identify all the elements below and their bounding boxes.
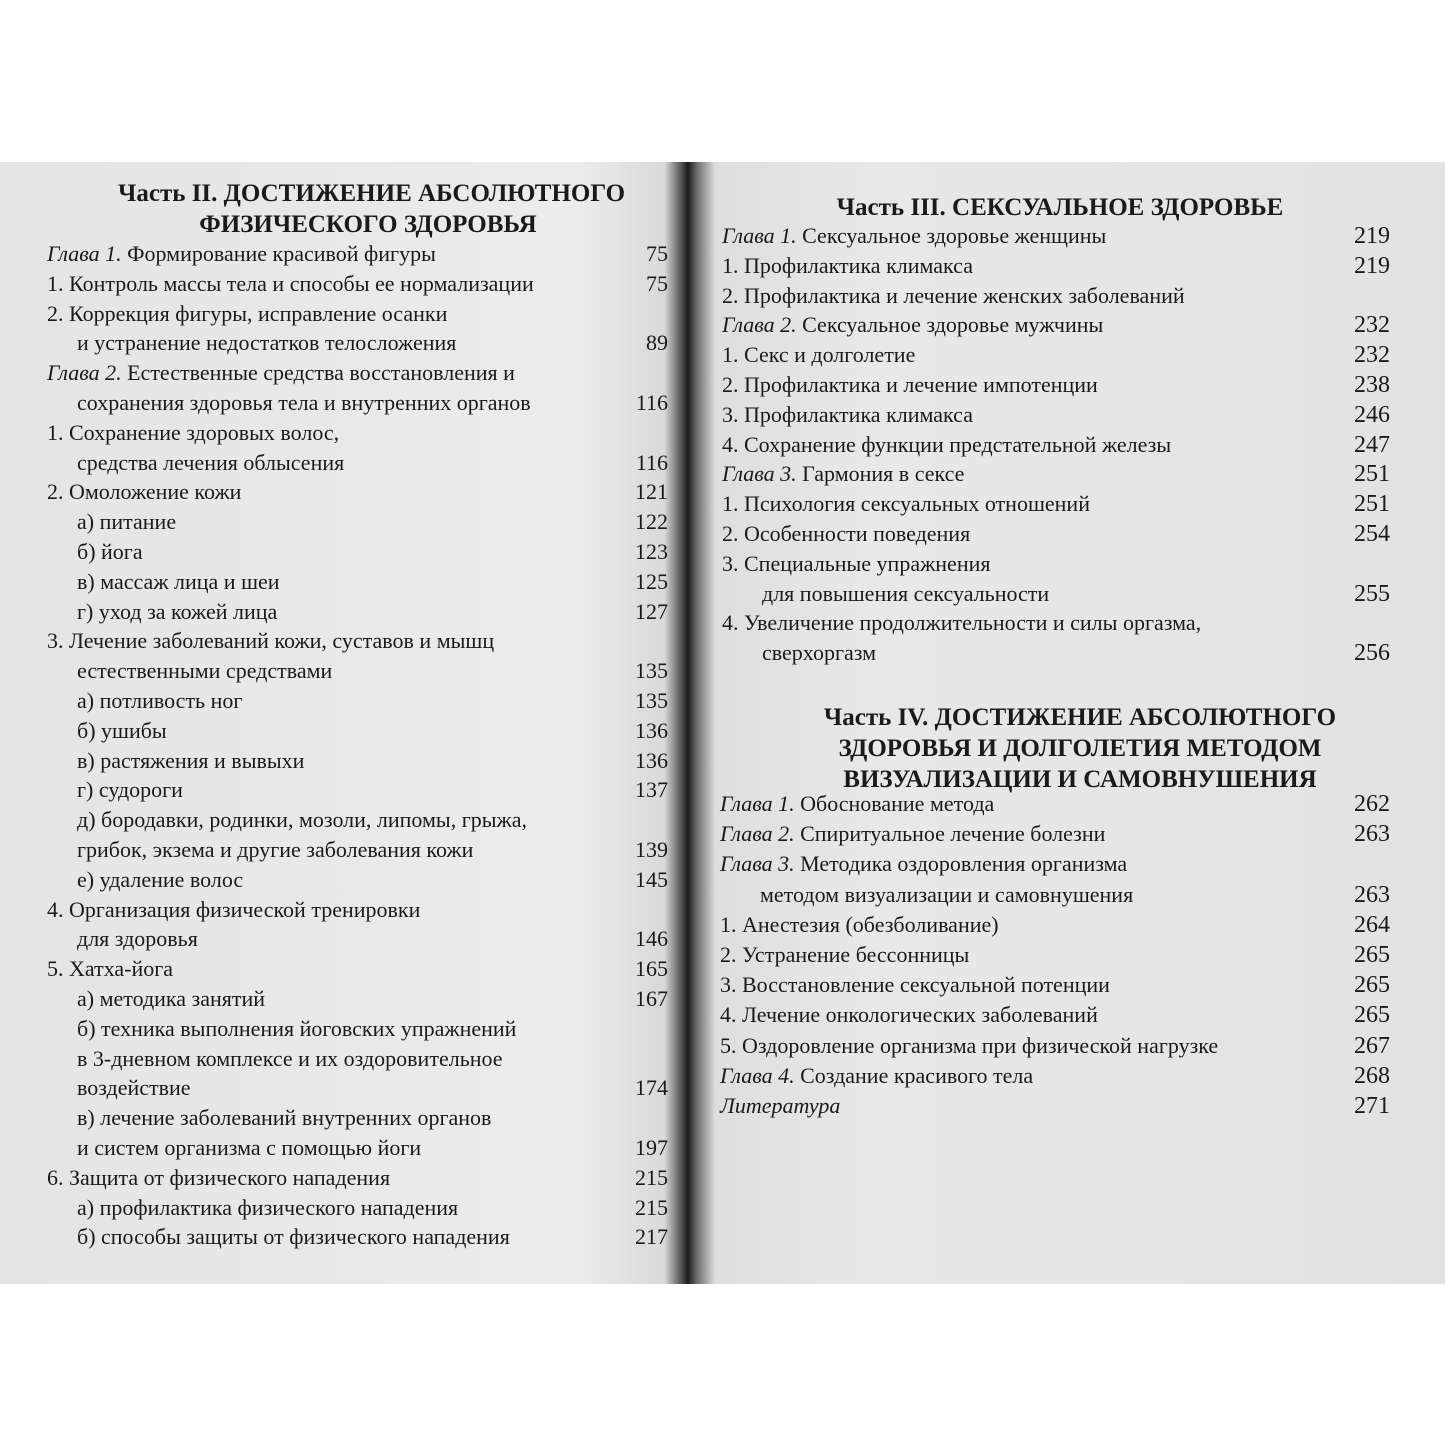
page-number: 256 bbox=[1354, 640, 1390, 667]
toc-entry bbox=[47, 478, 241, 506]
entry-title: 3. Восстановление сексуальной потенции bbox=[720, 972, 1110, 998]
entry-title: д) бородавки, родинки, мозоли, липомы, грыжа, bbox=[77, 807, 527, 833]
page-number: 268 bbox=[1354, 1062, 1390, 1089]
entry-title: 6. Защита от физического нападения bbox=[47, 1164, 391, 1190]
part-2-heading bbox=[118, 178, 626, 240]
toc-entry bbox=[722, 311, 1103, 339]
toc-entry bbox=[720, 941, 969, 969]
book-spread bbox=[0, 162, 1445, 1284]
toc-entry bbox=[77, 806, 527, 834]
toc-entry bbox=[722, 252, 973, 280]
toc-entry bbox=[722, 341, 915, 369]
page-number: 116 bbox=[635, 449, 668, 475]
chapter-label: Глава 4. bbox=[720, 1062, 795, 1088]
page-number: 215 bbox=[635, 1194, 668, 1220]
page-number: 197 bbox=[635, 1135, 668, 1160]
page-number: 271 bbox=[1354, 1093, 1390, 1119]
page-number: 146 bbox=[635, 926, 668, 952]
page-number: 262 bbox=[1354, 791, 1390, 817]
entry-title: е) удаление волос bbox=[77, 866, 244, 892]
page-number: 246 bbox=[1354, 401, 1390, 428]
entry-title: 1. Сохранение здоровых волос, bbox=[47, 419, 340, 445]
entry-title: 1. Секс и долголетие bbox=[722, 342, 916, 368]
toc-entry bbox=[77, 1223, 510, 1251]
toc-entry bbox=[77, 717, 167, 745]
entry-title: 1. Анестезия (обезболивание) bbox=[720, 911, 999, 937]
page-number: 136 bbox=[635, 717, 668, 743]
part-3-heading-line: Часть III. СЕКСУАЛЬНОЕ ЗДОРОВЬЕ bbox=[836, 194, 1284, 221]
entry-title: сохранения здоровья тела и внутренних органов bbox=[77, 390, 531, 415]
toc-entry bbox=[77, 598, 277, 626]
entry-title: Гармония в сексе bbox=[796, 461, 965, 487]
entry-title: 4. Сохранение функции предстательной железы bbox=[722, 431, 1172, 457]
toc-entry bbox=[77, 1015, 516, 1043]
entry-title: средства лечения облысения bbox=[77, 449, 345, 475]
toc-entry bbox=[77, 657, 332, 685]
part-3-heading bbox=[760, 192, 1360, 223]
entry-title: 2. Омоложение кожи bbox=[47, 479, 242, 505]
toc-entry bbox=[77, 329, 456, 357]
page-number: 136 bbox=[635, 747, 668, 773]
entry-title: 5. Оздоровление организма при физической нагрузке bbox=[720, 1032, 1219, 1058]
page-number: 251 bbox=[1354, 461, 1390, 488]
entry-title: Формирование красивой фигуры bbox=[121, 241, 436, 266]
toc-entry bbox=[77, 568, 280, 596]
entry-title: Создание красивого тела bbox=[794, 1062, 1034, 1088]
chapter-label: Глава 2. bbox=[722, 312, 797, 338]
page-number: 165 bbox=[635, 956, 668, 982]
toc-entry bbox=[720, 1032, 1218, 1060]
entry-title: Спиритуальное лечение болезни bbox=[794, 821, 1106, 847]
entry-title: и систем организма с помощью йоги bbox=[77, 1135, 422, 1160]
entry-title: грибок, экзема и другие заболевания кожи bbox=[77, 837, 474, 862]
page-number: 265 bbox=[1354, 972, 1390, 999]
page-number: 251 bbox=[1354, 491, 1390, 518]
part-4-heading-line: Часть IV. ДОСТИЖЕНИЕ АБСОЛЮТНОГО bbox=[823, 704, 1337, 731]
chapter-label: Глава 3. bbox=[720, 851, 795, 877]
page-number: 145 bbox=[635, 866, 668, 892]
page-number: 127 bbox=[635, 598, 668, 624]
entry-title: 3. Лечение заболеваний кожи, суставов и мышц bbox=[47, 628, 495, 654]
page-number: 264 bbox=[1354, 911, 1390, 938]
page-number: 125 bbox=[635, 568, 668, 594]
toc-entry bbox=[720, 850, 1127, 878]
toc-entry bbox=[722, 550, 991, 578]
entry-title: в 3-дневном комплексе и их оздоровительное bbox=[77, 1045, 503, 1071]
toc-entry bbox=[77, 449, 344, 477]
entry-title: в) массаж лица и шеи bbox=[77, 568, 280, 594]
toc-entry bbox=[77, 687, 242, 715]
entry-title: 4. Лечение онкологических заболеваний bbox=[720, 1002, 1098, 1028]
entry-title: Естественные средства восстановления и bbox=[121, 360, 515, 386]
entry-title: 3. Профилактика климакса bbox=[722, 401, 973, 427]
entry-title: 2. Профилактика и лечение импотенции bbox=[722, 372, 1098, 397]
toc-entry bbox=[77, 1045, 503, 1073]
toc-entry bbox=[722, 401, 973, 429]
toc-entry bbox=[722, 371, 1098, 399]
entry-title: в) лечение заболеваний внутренних органов bbox=[77, 1105, 492, 1131]
toc-entry bbox=[722, 431, 1171, 459]
page-number: 135 bbox=[635, 658, 668, 684]
part-2-heading-line: Часть II. ДОСТИЖЕНИЕ АБСОЛЮТНОГО bbox=[118, 180, 626, 207]
page-number: 267 bbox=[1354, 1032, 1390, 1059]
toc-entry bbox=[47, 955, 173, 983]
entry-title: 2. Коррекция фигуры, исправление осанки bbox=[47, 300, 448, 326]
entry-title: и устранение недостатков телосложения bbox=[77, 330, 457, 356]
entry-title: 4. Увеличение продолжительности и силы оргазма, bbox=[722, 610, 1202, 636]
page-number: 263 bbox=[1354, 821, 1390, 848]
entry-title: 3. Специальные упражнения bbox=[722, 550, 991, 576]
toc-entry bbox=[762, 639, 876, 667]
entry-title: б) способы защиты от физического нападения bbox=[77, 1224, 510, 1250]
page-number: 265 bbox=[1354, 942, 1390, 968]
toc-entry bbox=[720, 971, 1110, 999]
page-number: 232 bbox=[1354, 312, 1390, 339]
page-number: 219 bbox=[1354, 252, 1390, 279]
entry-title: Сексуальное здоровье мужчины bbox=[796, 312, 1104, 338]
toc-entry bbox=[720, 1092, 840, 1120]
chapter-label: Глава 2. bbox=[720, 821, 795, 847]
part-4-heading-line: ВИЗУАЛИЗАЦИИ И САМОВНУШЕНИЯ bbox=[843, 766, 1317, 793]
toc-entry bbox=[77, 1194, 458, 1222]
toc-entry bbox=[77, 985, 265, 1013]
entry-title: 4. Организация физической тренировки bbox=[47, 896, 421, 922]
entry-title: сверхоргазм bbox=[762, 640, 877, 666]
page-number: 217 bbox=[635, 1224, 668, 1250]
page-number: 121 bbox=[635, 479, 668, 505]
entry-title: 2. Устранение бессонницы bbox=[720, 942, 970, 967]
page-number: 265 bbox=[1354, 1002, 1390, 1029]
page-number: 139 bbox=[635, 837, 668, 862]
chapter-label: Глава 1. bbox=[720, 791, 795, 816]
chapter-label: Глава 1. bbox=[47, 241, 122, 266]
part-2-heading-line: ФИЗИЧЕСКОГО ЗДОРОВЬЯ bbox=[199, 211, 537, 238]
entry-title: Методика оздоровления организма bbox=[794, 851, 1128, 877]
page-number: 116 bbox=[635, 390, 668, 415]
toc-entry bbox=[722, 282, 1185, 310]
toc-entry bbox=[762, 580, 1049, 608]
toc-entry bbox=[722, 520, 970, 548]
entry-title: б) йога bbox=[77, 539, 143, 564]
page-number: 174 bbox=[635, 1075, 668, 1101]
toc-entry bbox=[77, 776, 183, 804]
entry-title: естественными средствами bbox=[77, 658, 333, 684]
toc-entry bbox=[77, 925, 198, 953]
entry-title: для повышения сексуальности bbox=[762, 580, 1050, 606]
chapter-label: Глава 1. bbox=[722, 223, 797, 248]
page-number: 247 bbox=[1354, 431, 1390, 458]
entry-title: 5. Хатха-йога bbox=[47, 956, 174, 982]
entry-title: 2. Особенности поведения bbox=[722, 521, 971, 546]
entry-title: а) потливость ног bbox=[77, 688, 243, 713]
toc-entry bbox=[77, 538, 143, 566]
toc-entry bbox=[77, 866, 243, 894]
entry-title: г) судороги bbox=[77, 777, 183, 803]
entry-title: 1. Психология сексуальных отношений bbox=[722, 491, 1090, 517]
toc-entry bbox=[720, 820, 1105, 848]
entry-title: 2. Профилактика и лечение женских заболеваний bbox=[722, 282, 1185, 308]
page-number: 238 bbox=[1354, 372, 1390, 398]
toc-entry bbox=[77, 1134, 421, 1162]
page-number: 232 bbox=[1354, 342, 1390, 369]
entry-title: методом визуализации и самовнушения bbox=[760, 881, 1134, 907]
page-number: 167 bbox=[635, 986, 668, 1011]
page-number: 215 bbox=[635, 1164, 668, 1190]
toc-entry bbox=[760, 881, 1133, 909]
toc-entry bbox=[47, 300, 447, 328]
toc-entry bbox=[47, 896, 420, 924]
toc-entry bbox=[77, 389, 531, 417]
toc-entry bbox=[720, 911, 999, 939]
entry-title: б) техника выполнения йоговских упражнений bbox=[77, 1015, 517, 1041]
entry-title: а) питание bbox=[77, 509, 177, 535]
page-number: 255 bbox=[1354, 580, 1390, 607]
toc-entry bbox=[47, 419, 339, 447]
entry-title: Обоснование метода bbox=[794, 791, 995, 816]
toc-entry bbox=[722, 460, 964, 488]
page-number: 254 bbox=[1354, 521, 1390, 547]
toc-entry bbox=[722, 222, 1106, 250]
page-number: 263 bbox=[1354, 881, 1390, 908]
toc-entry bbox=[77, 747, 304, 775]
toc-entry bbox=[77, 1104, 491, 1132]
entry-title: б) ушибы bbox=[77, 717, 167, 743]
part-4-heading-line: ЗДОРОВЬЯ И ДОЛГОЛЕТИЯ МЕТОДОМ bbox=[838, 735, 1322, 762]
entry-title: а) профилактика физического нападения bbox=[77, 1194, 459, 1220]
page-number: 219 bbox=[1354, 223, 1390, 249]
toc-entry bbox=[77, 836, 473, 864]
page-number: 123 bbox=[635, 539, 668, 564]
entry-title: для здоровья bbox=[77, 926, 198, 952]
page-number: 75 bbox=[646, 270, 668, 296]
chapter-label: Глава 2. bbox=[47, 360, 122, 386]
part-4-heading bbox=[760, 702, 1400, 795]
toc-entry bbox=[77, 508, 176, 536]
toc-entry bbox=[720, 1001, 1098, 1029]
entry-title: 1. Контроль массы тела и способы ее нормализации bbox=[47, 270, 534, 296]
toc-entry bbox=[47, 627, 494, 655]
entry-title: 1. Профилактика климакса bbox=[722, 252, 973, 278]
page-number: 135 bbox=[635, 688, 668, 713]
toc-entry bbox=[47, 270, 534, 298]
toc-entry bbox=[720, 790, 994, 818]
entry-title: г) уход за кожей лица bbox=[77, 598, 278, 624]
toc-entry bbox=[47, 240, 436, 268]
toc-entry bbox=[77, 1074, 191, 1102]
chapter-label: Глава 3. bbox=[722, 461, 797, 487]
entry-title: воздействие bbox=[77, 1075, 191, 1101]
toc-entry bbox=[47, 1164, 390, 1192]
page-number: 89 bbox=[646, 330, 668, 356]
entry-title: а) методика занятий bbox=[77, 986, 266, 1011]
toc-entry bbox=[47, 359, 515, 387]
toc-entry bbox=[722, 490, 1090, 518]
page-number: 137 bbox=[635, 777, 668, 803]
toc-entry bbox=[720, 1062, 1033, 1090]
entry-title: Сексуальное здоровье женщины bbox=[796, 223, 1107, 248]
page-number: 122 bbox=[635, 509, 668, 535]
chapter-label: Литература bbox=[720, 1093, 841, 1118]
page-number: 75 bbox=[646, 241, 668, 266]
entry-title: в) растяжения и вывыхи bbox=[77, 747, 305, 773]
toc-entry bbox=[722, 609, 1201, 637]
